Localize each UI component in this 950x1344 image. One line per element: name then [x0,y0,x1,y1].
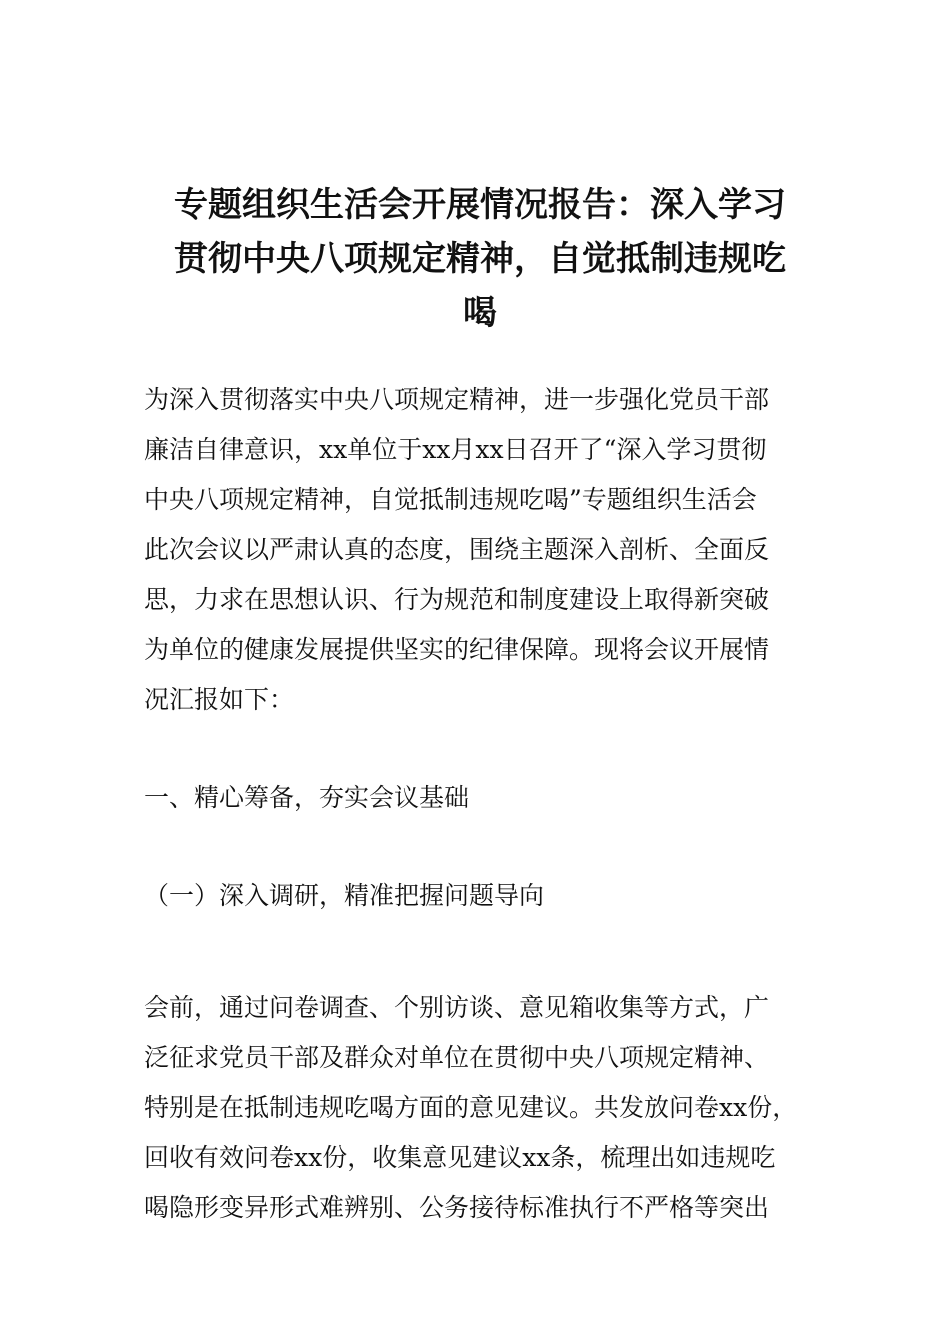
paragraph-line: 特别是在抵制违规吃喝方面的意见建议。共发放问卷xx份， [144,1093,798,1122]
paragraph-line: 喝隐形变异形式难辨别、公务接待标准执行不严格等突出 [144,1193,770,1222]
paragraph-line: 况汇报如下： [144,685,295,714]
subsection-heading-text: （一）深入调研，精准把握问题导向 [144,881,545,910]
paragraph-line: 泛征求党员干部及群众对单位在贯彻中央八项规定精神、 [144,1043,770,1072]
intro-paragraph [144,375,834,725]
paragraph-line: 回收有效问卷xx份，收集意见建议xx条，梳理出如违规吃 [144,1143,776,1172]
title-line: 喝 [463,293,497,333]
paragraph-line: 为深入贯彻落实中央八项规定精神，进一步强化党员干部 [144,385,770,414]
section-heading [144,773,834,823]
paragraph-line: 廉洁自律意识，xx单位于xx月xx日召开了“深入学习贯彻 [144,435,767,464]
title-line: 专题组织生活会开展情况报告：深入学习 [174,185,786,225]
subsection-heading [144,871,834,921]
paragraph-line: 此次会议以严肃认真的态度，围绕主题深入剖析、全面反 [144,535,770,564]
paragraph-line: 思，力求在思想认识、行为规范和制度建设上取得新突破 [144,585,770,614]
document-title [140,178,820,340]
section-heading-text: 一、精心筹备，夯实会议基础 [144,783,470,812]
paragraph-line: 为单位的健康发展提供坚实的纪律保障。现将会议开展情 [144,635,770,664]
paragraph-line: 中央八项规定精神，自觉抵制违规吃喝”专题组织生活会 [144,485,757,514]
paragraph-line: 会前，通过问卷调查、个别访谈、意见箱收集等方式，广 [144,993,770,1022]
title-line: 贯彻中央八项规定精神，自觉抵制违规吃 [174,239,786,279]
body-paragraph [144,983,834,1233]
